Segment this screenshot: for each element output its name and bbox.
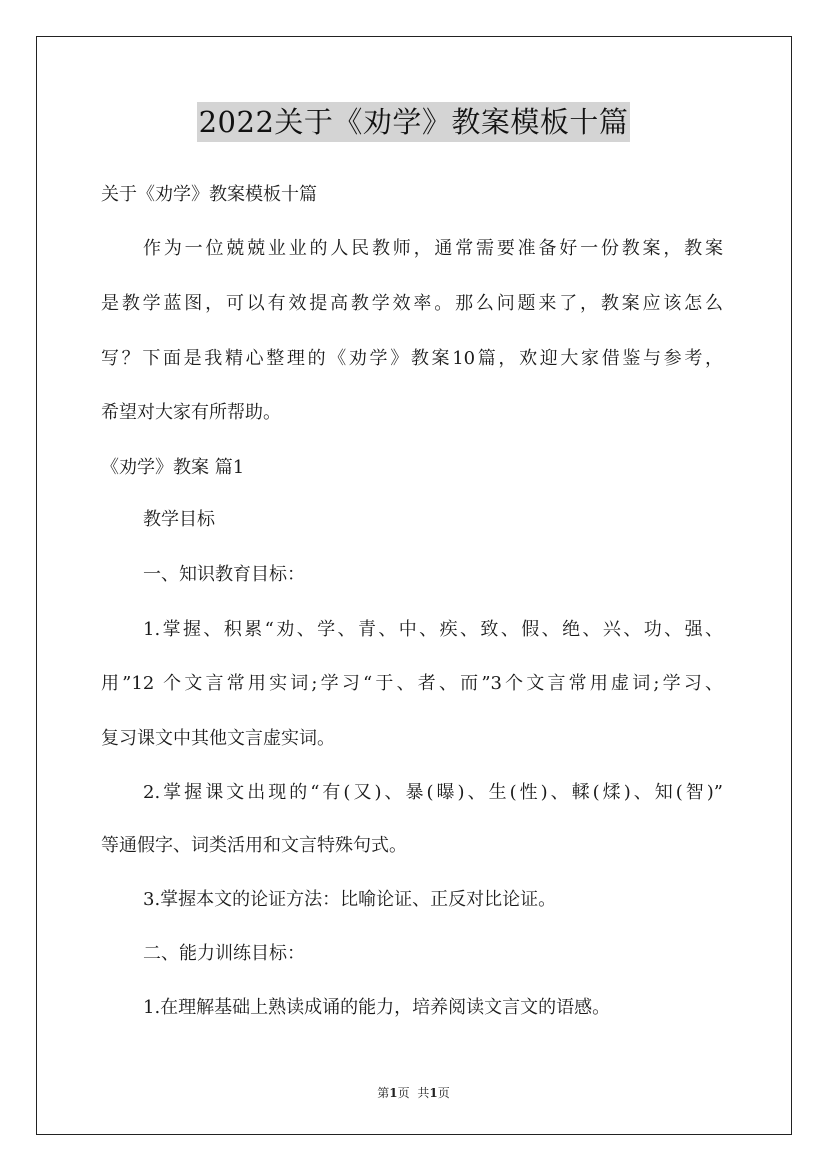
document-title [0,102,827,142]
intro-line-4: 希望对大家有所帮助。 [101,402,281,423]
objectives-heading: 教学目标 [143,509,215,530]
footer-page-unit: 页 [397,1086,410,1100]
page-footer [0,1085,827,1101]
knowledge-item-1-line-2: 用”12 个文言常用实词;学习“于、者、而”3个文言常用虚词;学习、 [101,673,723,694]
intro-line-3: 写？下面是我精心整理的《劝学》教案10篇，欢迎大家借鉴与参考， [101,348,723,369]
footer-total-label: 共 [417,1086,430,1100]
knowledge-item-3: 3.掌握本文的论证方法：比喻论证、正反对比论证。 [143,889,557,910]
footer-page-total: 1 [429,1086,438,1100]
intro-line-1: 作为一位兢兢业业的人民教师，通常需要准备好一份教案，教案 [143,238,723,259]
knowledge-item-2-line-2: 等通假字、词类活用和文言特殊句式。 [101,835,407,856]
knowledge-item-2-line-1: 2.掌握课文出现的“有(又)、暴(曝)、生(性)、輮(煣)、知(智)” [143,782,723,803]
ability-heading: 二、能力训练目标： [143,943,305,964]
footer-page-current: 1 [389,1086,398,1100]
intro-line-2: 是教学蓝图，可以有效提高教学效率。那么问题来了，教案应该怎么 [101,293,723,314]
knowledge-item-1-line-3: 复习课文中其他文言虚实词。 [101,728,335,749]
knowledge-item-1-line-1: 1.掌握、积累“劝、学、青、中、疾、致、假、绝、兴、功、强、 [143,619,723,640]
section-heading: 《劝学》教案 篇1 [101,457,245,478]
footer-total-unit: 页 [437,1086,450,1100]
ability-item-1: 1.在理解基础上熟读成诵的能力，培养阅读文言文的语感。 [143,997,611,1018]
footer-page-label: 第 [377,1086,390,1100]
document-subtitle: 关于《劝学》教案模板十篇 [101,184,317,205]
knowledge-heading: 一、知识教育目标： [143,564,305,585]
document-title-text: 2022关于《劝学》教案模板十篇 [197,102,631,142]
